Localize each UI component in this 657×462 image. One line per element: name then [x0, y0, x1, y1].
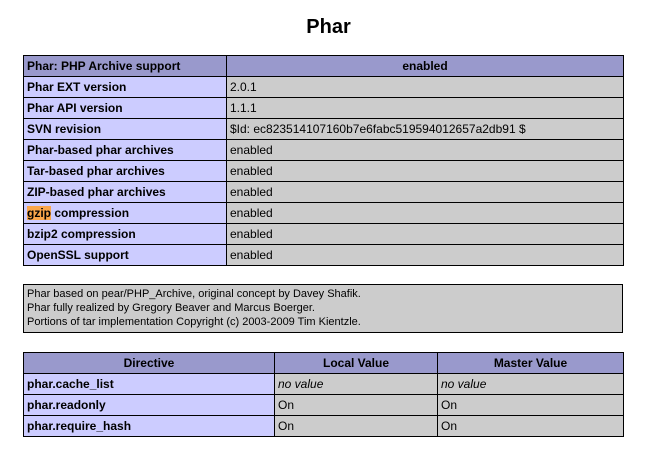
local-value: On — [275, 416, 438, 437]
row-value: enabled — [227, 140, 624, 161]
phar-support-table — [23, 55, 624, 266]
table-row — [24, 140, 624, 161]
search-highlight: gzip — [27, 206, 51, 220]
table-row — [24, 374, 624, 395]
table-row — [24, 161, 624, 182]
table-row — [24, 203, 624, 224]
row-value: $Id: ec823514107160b7e6fabc519594012657a2db91 $ — [227, 119, 624, 140]
row-value: enabled — [227, 182, 624, 203]
master-value: On — [438, 395, 624, 416]
row-label: Phar API version — [24, 98, 227, 119]
credits-box — [23, 284, 623, 333]
table-header-row — [24, 353, 624, 374]
row-label-rest: compression — [51, 206, 130, 220]
credits-line: Phar fully realized by Gregory Beaver and Marcus Boerger. — [27, 302, 315, 314]
local-value: On — [275, 395, 438, 416]
table-row — [24, 395, 624, 416]
header-directive: Directive — [24, 353, 275, 374]
row-label: bzip2 compression — [24, 224, 227, 245]
master-value: On — [438, 416, 624, 437]
local-value-text: no value — [278, 377, 324, 391]
table-row — [24, 416, 624, 437]
row-value: enabled — [227, 161, 624, 182]
table-row — [24, 77, 624, 98]
credits-line: Portions of tar implementation Copyright (c) 2003-2009 Tim Kientzle. — [27, 316, 361, 328]
header-master-value: Master Value — [438, 353, 624, 374]
directive-name: phar.cache_list — [24, 374, 275, 395]
table-row — [24, 182, 624, 203]
row-label: Phar-based phar archives — [24, 140, 227, 161]
support-header-label: Phar: PHP Archive support — [24, 56, 227, 77]
support-header-status: enabled — [227, 56, 624, 77]
directive-name: phar.require_hash — [24, 416, 275, 437]
table-row — [24, 119, 624, 140]
row-label — [24, 203, 227, 224]
table-header-row — [24, 56, 624, 77]
master-value-text: no value — [441, 377, 487, 391]
local-value — [275, 374, 438, 395]
credits-line: Phar based on pear/PHP_Archive, original concept by Davey Shafik. — [27, 288, 361, 300]
row-label: Tar-based phar archives — [24, 161, 227, 182]
directives-table — [23, 352, 624, 437]
directive-name: phar.readonly — [24, 395, 275, 416]
row-value: enabled — [227, 224, 624, 245]
page-title: Phar — [306, 16, 351, 38]
master-value — [438, 374, 624, 395]
row-value: enabled — [227, 245, 624, 266]
row-label: ZIP-based phar archives — [24, 182, 227, 203]
table-row — [24, 245, 624, 266]
row-label: SVN revision — [24, 119, 227, 140]
row-value: enabled — [227, 203, 624, 224]
table-row — [24, 224, 624, 245]
row-value: 1.1.1 — [227, 98, 624, 119]
header-local-value: Local Value — [275, 353, 438, 374]
row-value: 2.0.1 — [227, 77, 624, 98]
row-label: Phar EXT version — [24, 77, 227, 98]
table-row — [24, 98, 624, 119]
row-label: OpenSSL support — [24, 245, 227, 266]
